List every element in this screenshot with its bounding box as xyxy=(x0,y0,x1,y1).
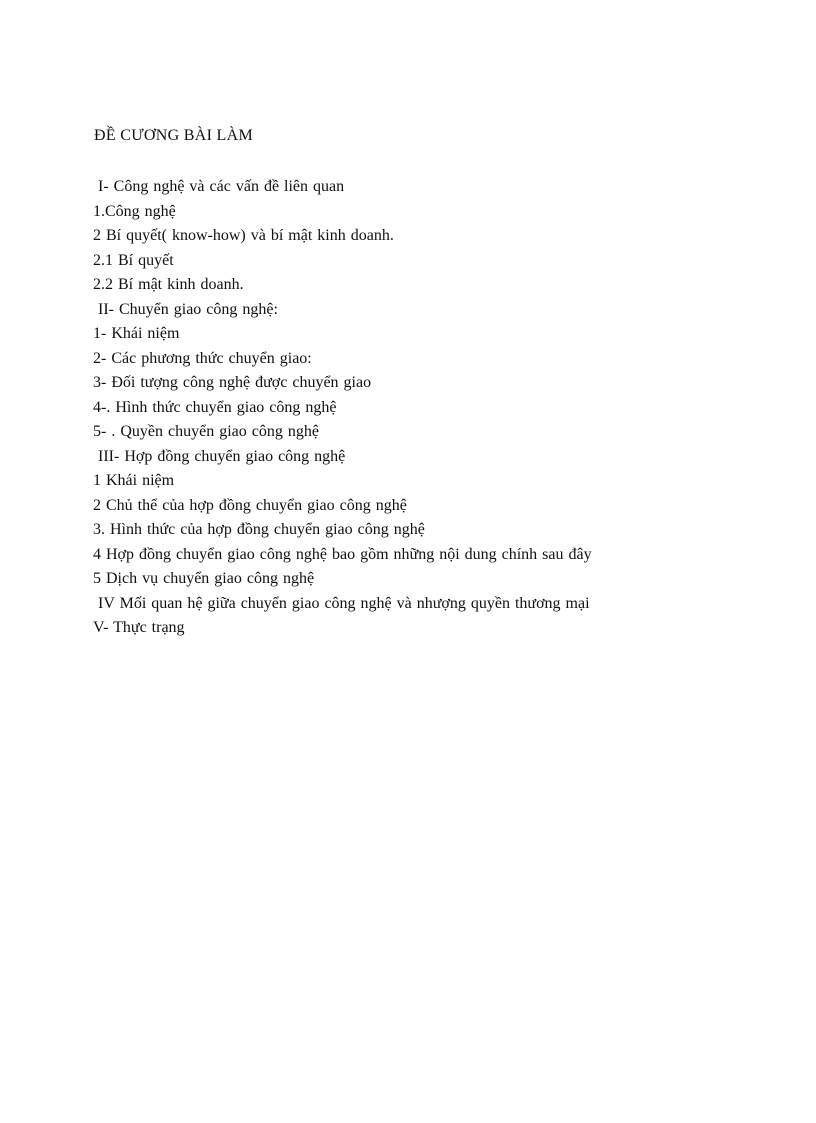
outline-section-2: II- Chuyển giao công nghệ: xyxy=(98,300,278,318)
outline-item: 5- . Quyền chuyển giao công nghệ xyxy=(93,423,319,440)
outline-item: 1.Công nghệ xyxy=(93,202,176,220)
outline-section-3: III- Hợp đồng chuyển giao công nghệ xyxy=(98,447,346,465)
outline-list xyxy=(93,175,592,641)
outline-item: 2.2 Bí mật kinh doanh. xyxy=(93,276,244,293)
outline-item: 3- Đối tượng công nghệ được chuyển giao xyxy=(93,374,372,391)
outline-item: 1- Khái niệm xyxy=(93,325,180,342)
outline-item: 2.1 Bí quyết xyxy=(93,251,174,269)
outline-item: 2- Các phương thức chuyển giao: xyxy=(93,349,312,367)
outline-item: 4 Hợp đồng chuyển giao công nghệ bao gồm những nội dung chính sau đây xyxy=(93,545,592,563)
outline-section-5: V- Thực trạng xyxy=(93,619,185,636)
outline-item: 2 Chủ thể của hợp đồng chuyển giao công nghệ xyxy=(93,496,407,514)
outline-item: 2 Bí quyết( know-how) và bí mật kinh doanh. xyxy=(93,227,394,244)
outline-item: 4-. Hình thức chuyển giao công nghệ xyxy=(93,398,337,416)
outline-section-4: IV Mối quan hệ giữa chuyển giao công nghệ và nhượng quyền thương mại xyxy=(98,594,590,612)
outline-item: 1 Khái niệm xyxy=(93,472,175,489)
outline-item: 3. Hình thức của hợp đồng chuyển giao công nghệ xyxy=(93,521,425,538)
document-title: ĐỀ CƯƠNG BÀI LÀM xyxy=(94,127,253,144)
outline-item: 5 Dịch vụ chuyển giao công nghệ xyxy=(93,570,315,587)
outline-section-1: I- Công nghệ và các vấn đề liên quan xyxy=(98,178,345,195)
